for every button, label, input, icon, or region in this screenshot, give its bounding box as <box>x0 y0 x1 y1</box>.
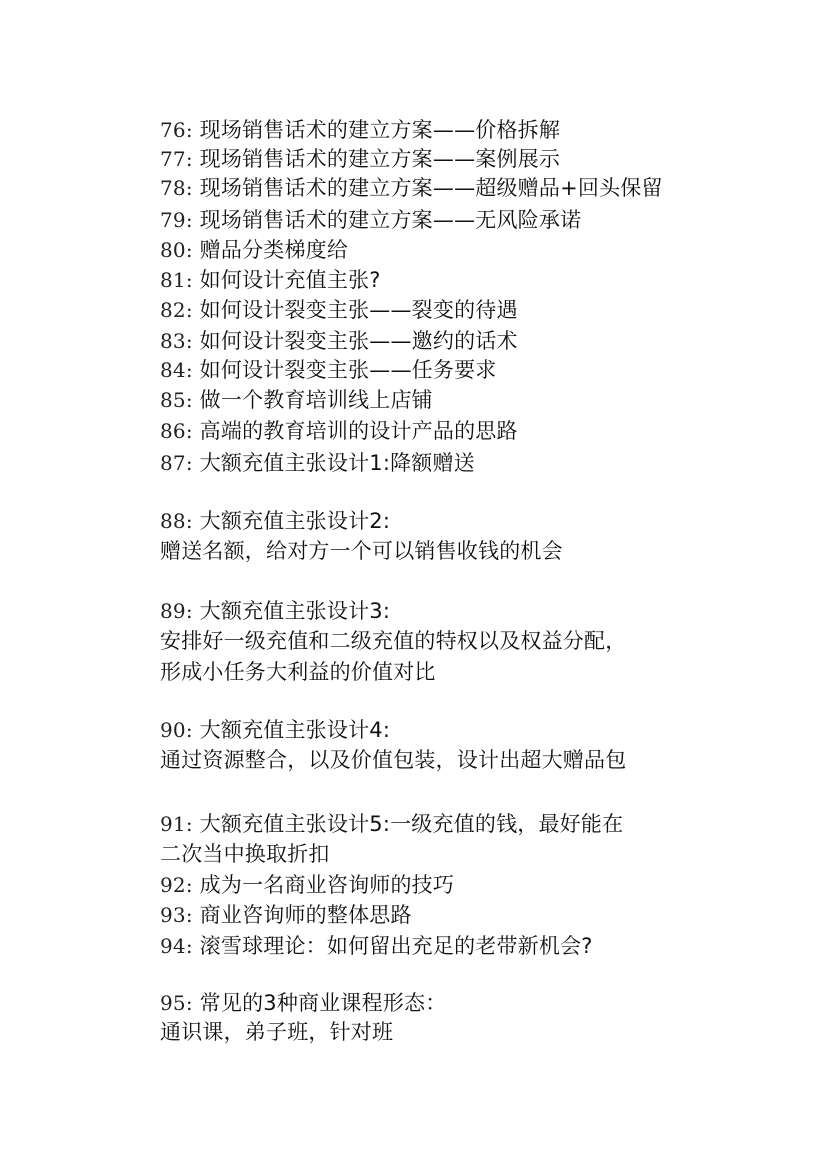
item-text: 二次当中换取折扣 <box>160 842 330 866</box>
item-text: 形成小任务大利益的价值对比 <box>160 660 436 684</box>
item-text: 滚雪球理论：如何留出充足的老带新机会? <box>192 934 593 958</box>
item-number: 76: <box>160 118 193 142</box>
list-item <box>160 327 518 355</box>
item-number: 92: <box>160 873 193 897</box>
item-text: 安排好一级充值和二级充值的特权以及权益分配， <box>160 629 627 653</box>
item-number: 83: <box>160 329 193 353</box>
item-number: 87: <box>160 451 193 475</box>
item-text: 成为一名商业咨询师的技巧 <box>192 873 455 897</box>
item-text: 现场销售话术的建立方案——超级赠品+回头保留 <box>192 176 663 200</box>
item-number: 82: <box>160 298 193 322</box>
item-number: 81: <box>160 268 193 292</box>
list-item-continuation <box>160 627 626 655</box>
item-text: 赠品分类梯度给 <box>192 238 349 262</box>
list-item-continuation <box>160 1018 393 1046</box>
item-text: 通过资源整合，以及价值包装，设计出超大赠品包 <box>160 748 627 772</box>
item-number: 90: <box>160 718 193 742</box>
item-number: 86: <box>160 419 193 443</box>
item-number: 84: <box>160 358 193 382</box>
list-item <box>160 116 560 144</box>
item-number: 79: <box>160 208 193 232</box>
list-item <box>160 236 348 264</box>
item-number: 85: <box>160 388 193 412</box>
list-item <box>160 932 593 960</box>
item-text: 赠送名额，给对方一个可以销售收钱的机会 <box>160 539 563 563</box>
item-number: 91: <box>160 812 193 836</box>
item-text: 大额充值主张设计5:一级充值的钱，最好能在 <box>192 812 624 836</box>
item-text: 大额充值主张设计4: <box>192 718 391 742</box>
item-number: 93: <box>160 903 193 927</box>
item-text: 通识课，弟子班，针对班 <box>160 1020 394 1044</box>
item-text: 现场销售话术的建立方案——价格拆解 <box>192 118 561 142</box>
list-item-continuation <box>160 537 563 565</box>
list-item <box>160 266 381 294</box>
item-number: 88: <box>160 509 193 533</box>
item-text: 现场销售话术的建立方案——无风险承诺 <box>192 208 582 232</box>
item-number: 77: <box>160 147 193 171</box>
list-item <box>160 206 581 234</box>
item-text: 大额充值主张设计1:降额赠送 <box>192 451 475 475</box>
list-item <box>160 507 390 535</box>
item-text: 高端的教育培训的设计产品的思路 <box>192 419 518 443</box>
list-item-continuation <box>160 746 626 774</box>
list-item <box>160 871 454 899</box>
item-text: 商业咨询师的整体思路 <box>192 903 412 927</box>
item-text: 做一个教育培训线上店铺 <box>192 388 433 412</box>
list-item <box>160 901 412 929</box>
list-item <box>160 356 496 384</box>
list-item <box>160 449 475 477</box>
list-item <box>160 417 518 445</box>
item-text: 如何设计裂变主张——邀约的话术 <box>192 329 518 353</box>
item-text: 如何设计充值主张? <box>192 268 381 292</box>
item-number: 89: <box>160 599 193 623</box>
item-text: 现场销售话术的建立方案——案例展示 <box>192 147 561 171</box>
list-item <box>160 716 390 744</box>
list-item <box>160 174 663 202</box>
list-item <box>160 597 390 625</box>
list-item <box>160 386 433 414</box>
list-item-continuation <box>160 840 330 868</box>
item-text: 如何设计裂变主张——任务要求 <box>192 358 497 382</box>
list-item <box>160 145 560 173</box>
item-text: 常见的3种商业课程形态： <box>192 991 447 1015</box>
list-item <box>160 810 623 838</box>
list-item <box>160 989 446 1017</box>
item-number: 94: <box>160 934 193 958</box>
list-item-continuation <box>160 658 436 686</box>
item-text: 大额充值主张设计3: <box>192 599 391 623</box>
item-number: 80: <box>160 238 193 262</box>
item-number: 78: <box>160 176 193 200</box>
item-text: 如何设计裂变主张——裂变的待遇 <box>192 298 518 322</box>
list-item <box>160 296 518 324</box>
item-text: 大额充值主张设计2: <box>192 509 391 533</box>
item-number: 95: <box>160 991 193 1015</box>
